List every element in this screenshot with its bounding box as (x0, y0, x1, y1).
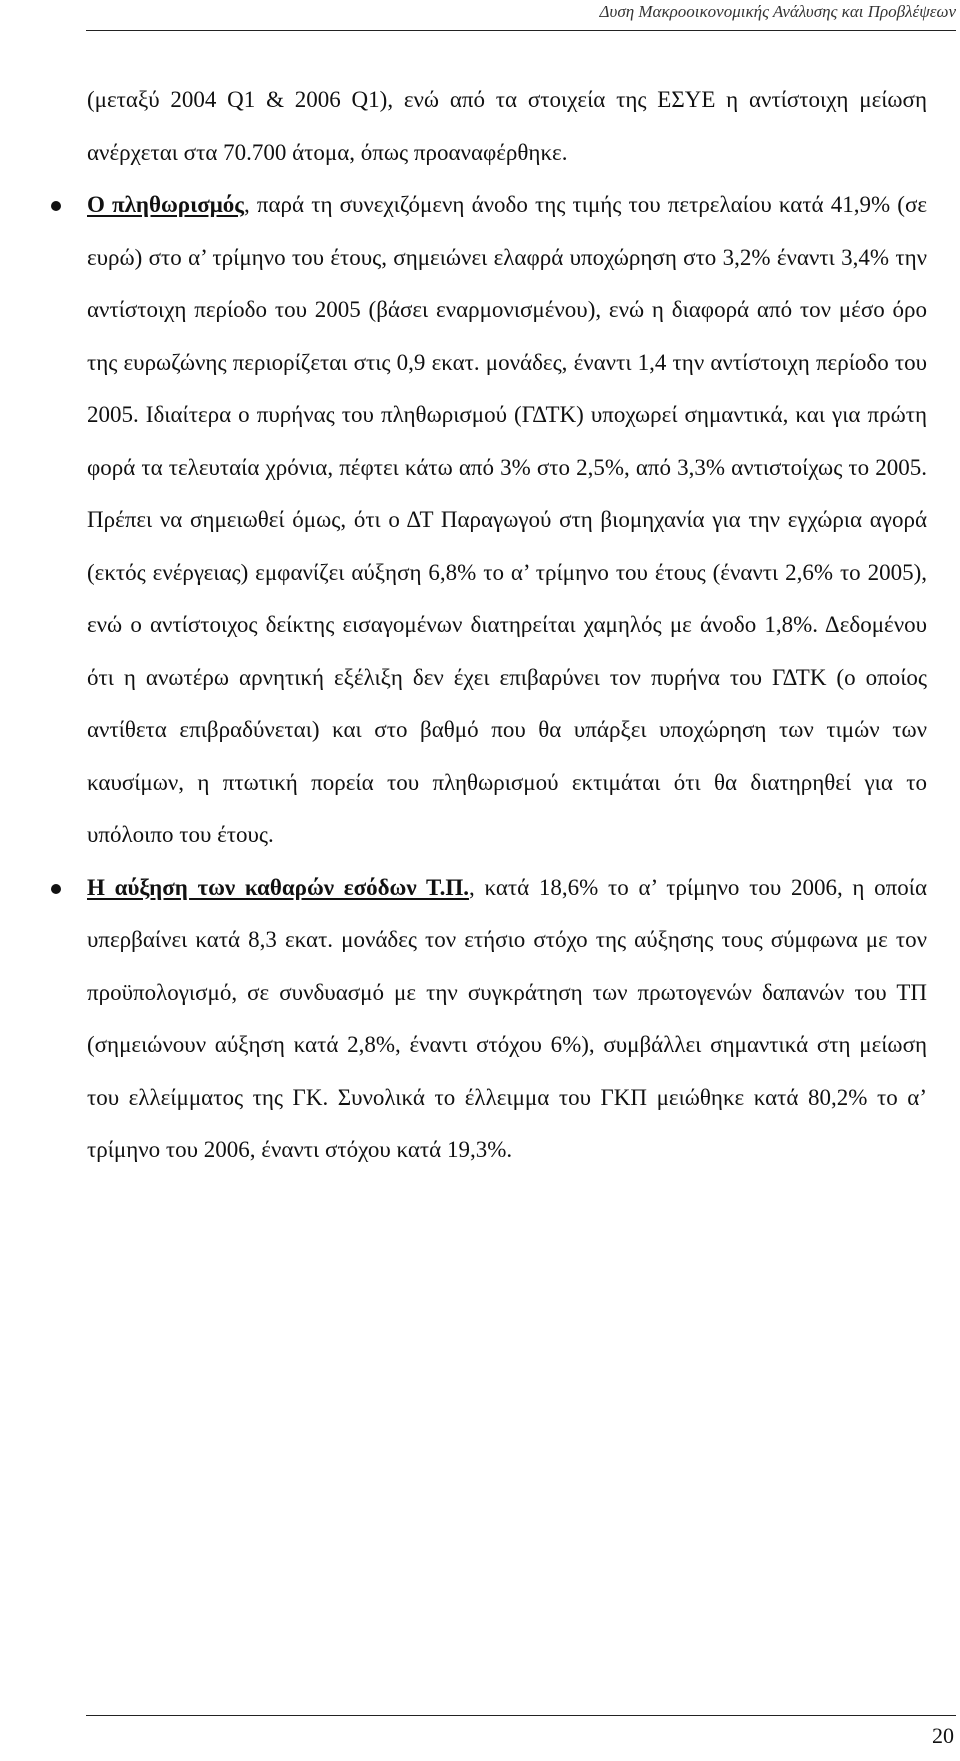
bullet-text: , παρά τη συνεχιζόμενη άνοδο της τιμής του πετρελαίου κατά 41,9% (σε ευρώ) στο α’ τρίμηνο του έτους, σημειώνει ελαφρά υποχώρηση στο 3,2% έναντι 3,4% την αντίστοιχη περίοδο του 2005 (βάσει εναρμονισμένου), ενώ η διαφορά από τον μέσο όρο της ευρωζώνης περιορίζεται στις 0,9 εκατ. μονάδες, έναντι 1,4 την αντίστοιχη περίοδο του 2005. Ιδιαίτερα ο πυρήνας του πληθωρισμού (ΓΔΤΚ) υποχωρεί σημαντικά, και για πρώτη φορά τα τελευταία χρόνια, πέφτει κάτω από 3% στο 2,5%, από 3,3% αντιστοίχως το 2005. Πρέπει να σημειωθεί όμως, ότι ο ΔΤ Παραγωγού στη βιομηχανία για την εγχώρια αγορά (εκτός ενέργειας) εμφανίζει αύξηση 6,8% το α’ τρίμηνο του έτους (έναντι 2,6% το 2005), ενώ ο αντίστοιχος δείκτης εισαγομένων διατηρείται χαμηλός με άνοδο 1,8%. Δεδομένου ότι η ανωτέρω αρνητική εξέλιξη δεν έχει επιβαρύνει τον πυρήνα του ΓΔΤΚ (ο οποίος αντίθετα επιβραδύνεται) και στο βαθμό που θα υπάρξει υποχώρηση των τιμών των καυσίμων, η πτωτική πορεία του πληθωρισμού εκτιμάται ότι θα διατηρηθεί για το υπόλοιπο του έτους. (87, 192, 927, 847)
header-divider (86, 30, 956, 31)
running-header: Δυση Μακροοικονομικής Ανάλυσης και Προβλέψεων (599, 2, 956, 21)
bullet-icon (51, 201, 61, 211)
bullet-lead: Ο πληθωρισμός (87, 192, 244, 217)
bullet-text: , κατά 18,6% το α’ τρίμηνο του 2006, η οποία υπερβαίνει κατά 8,3 εκατ. μονάδες τον ετήσιο στόχο της αύξησης τους σύμφωνα με τον προϋπολογισμό, σε συνδυασμό με την συγκράτηση των πρωτογενών δαπανών του ΤΠ (σημειώνουν αύξηση κατά 2,8%, έναντι στόχου 6%), συμβάλλει σημαντικά στη μείωση του ελλείμματος της ΓΚ. Συνολικά το έλλειμμα του ΓΚΠ μειώθηκε κατά 80,2% το α’ τρίμηνο του 2006, έναντι στόχου κατά 19,3%. (87, 874, 928, 1162)
page-number: 20 (932, 1723, 954, 1748)
bullet-lead: Η αύξηση των καθαρών εσόδων Τ.Π. (87, 874, 469, 900)
bullet-icon (51, 884, 61, 894)
footer-divider (86, 1715, 956, 1716)
continuation-paragraph: (μεταξύ 2004 Q1 & 2006 Q1), ενώ από τα στοιχεία της ΕΣΥΕ η αντίστοιχη μείωση ανέρχεται στα 70.700 άτομα, όπως προαναφέρθηκε. (87, 87, 927, 165)
document-body (87, 74, 927, 1177)
bullet-item-revenue (87, 862, 927, 1177)
bullet-item-inflation (87, 179, 927, 862)
